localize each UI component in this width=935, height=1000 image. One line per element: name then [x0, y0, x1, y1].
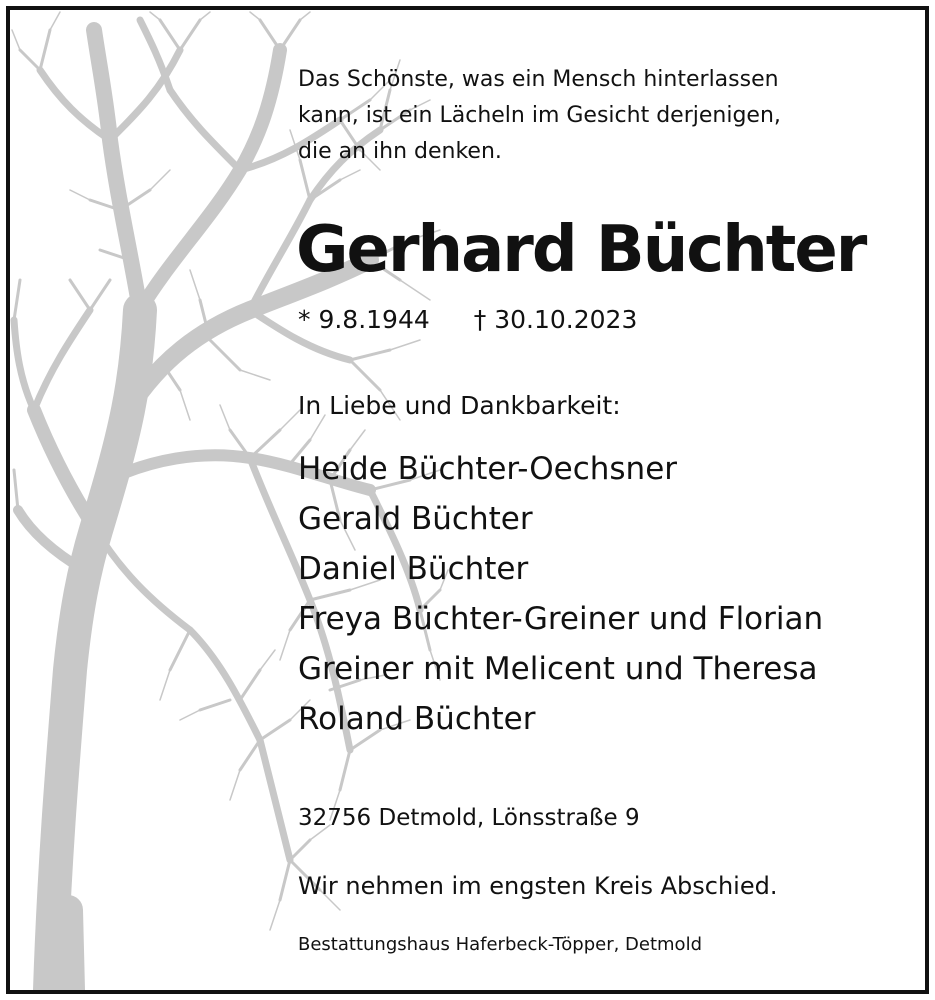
- address: 32756 Detmold, Lönsstraße 9: [298, 805, 640, 831]
- memorial-quote: [298, 62, 898, 170]
- quote-line: die an ihn denken.: [298, 139, 502, 164]
- deceased-name: Gerhard Büchter: [296, 213, 866, 287]
- family-member: Heide Büchter-Oechsner: [298, 451, 678, 487]
- quote-line: Das Schönste, was ein Mensch hinterlassen: [298, 67, 779, 92]
- quote-line: kann, ist ein Lächeln im Gesicht derjenigen,: [298, 103, 781, 128]
- family-member: Greiner mit Melicent und Theresa: [298, 651, 818, 687]
- family-member: Daniel Büchter: [298, 551, 529, 587]
- obituary-frame: [6, 6, 929, 994]
- farewell-note: Wir nehmen im engsten Kreis Abschied.: [298, 872, 778, 900]
- death-date: † 30.10.2023: [473, 305, 638, 334]
- family-member: Freya Büchter-Greiner und Florian: [298, 601, 824, 637]
- family-member: Gerald Büchter: [298, 501, 533, 537]
- life-dates: [298, 302, 637, 338]
- family-member: Roland Büchter: [298, 701, 536, 737]
- thanks-heading: In Liebe und Dankbarkeit:: [298, 391, 621, 420]
- undertaker: Bestattungshaus Haferbeck-Töpper, Detmold: [298, 934, 702, 955]
- birth-date: * 9.8.1944: [298, 305, 430, 334]
- obituary-content: [298, 10, 918, 990]
- family-list: [298, 444, 918, 744]
